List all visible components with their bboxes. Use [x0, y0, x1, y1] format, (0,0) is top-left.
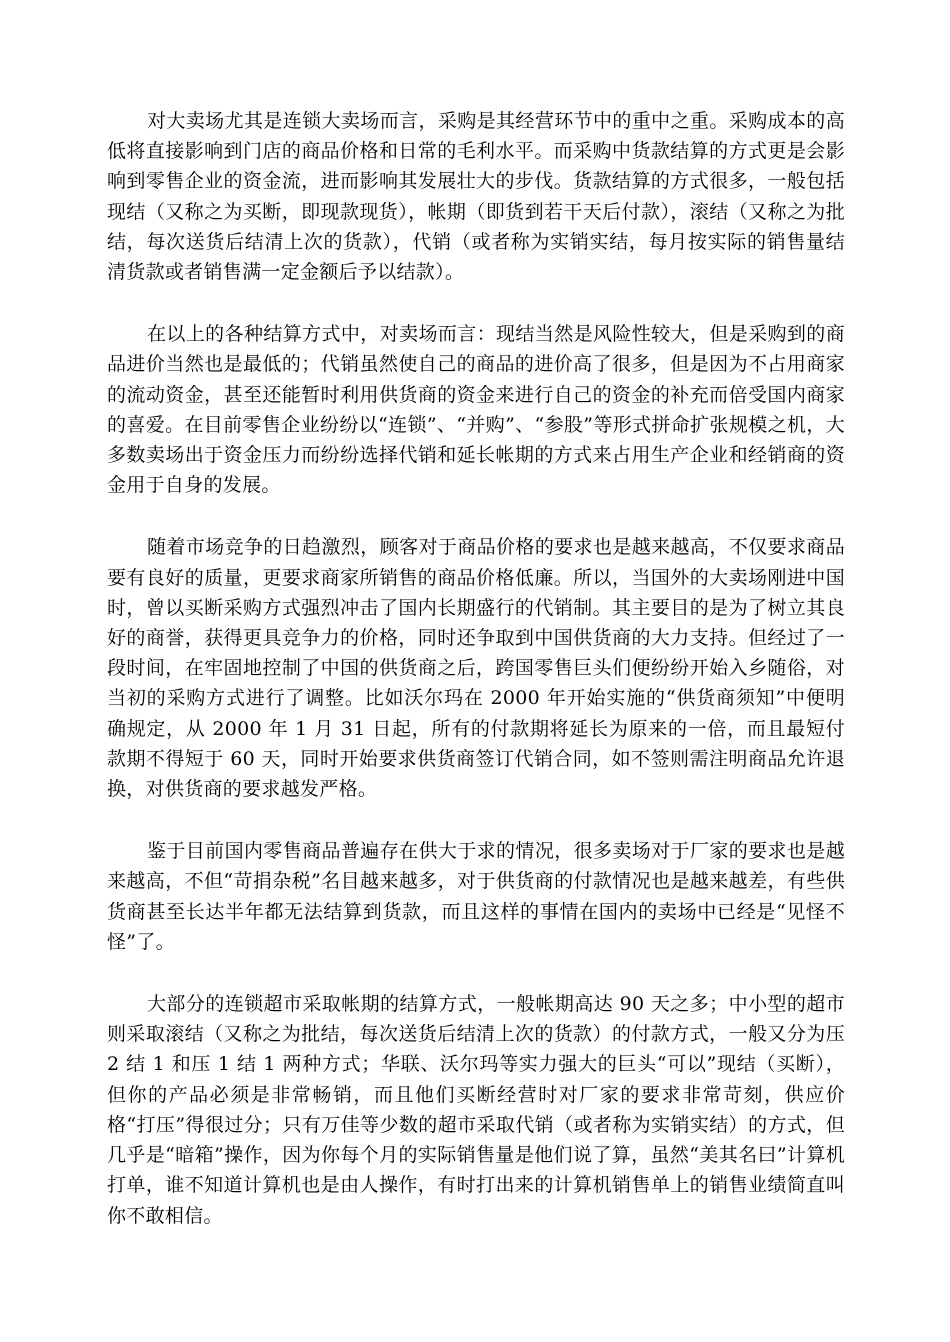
paragraph-1: 对大卖场尤其是连锁大卖场而言，采购是其经营环节中的重中之重。采购成本的高低将直接影响到门店的商品价格和日常的毛利水平。而采购中货款结算的方式更是会影响到零售企业的资金流，进而影响其发展壮大的步伐。货款结算的方式很多，一般包括现结（又称之为买断，即现款现货），帐期（即货到若干天后付款），滚结（又称之为批结，每次送货后结清上次的货款），代销（或者称为实销实结，每月按实际的销售量结清货款或者销售满一定金额后予以结款）。	[107, 110, 845, 284]
paragraph-2: 在以上的各种结算方式中，对卖场而言：现结当然是风险性较大，但是采购到的商品进价当然也是最低的；代销虽然使自己的商品的进价高了很多，但是因为不占用商家的流动资金，甚至还能暂时利用供货商的资金来进行自己的资金的补充而倍受国内商家的喜爱。在目前零售企业纷纷以“连锁”、“并购”、“参股”等形式拼命扩张规模之机，大多数卖场出于资金压力而纷纷选择代销和延长帐期的方式来占用生产企业和经销商的资金用于自身的发展。	[107, 323, 845, 497]
document-page	[107, 106, 845, 1263]
paragraph-3: 随着市场竞争的日趋激烈，顾客对于商品价格的要求也是越来越高，不仅要求商品要有良好的质量，更要求商家所销售的商品价格低廉。所以，当国外的大卖场刚进中国时，曾以买断采购方式强烈冲击了国内长期盛行的代销制。其主要目的是为了树立其良好的商誉，获得更具竞争力的价格，同时还争取到中国供货商的大力支持。但经过了一段时间，在牢固地控制了中国的供货商之后，跨国零售巨头们便纷纷开始入乡随俗，对当初的采购方式进行了调整。比如沃尔玛在 2000 年开始实施的“供货商须知”中便明确规定，从 2000 年 1 月 31 日起，所有的付款期将延长为原来的一倍，而且最短付款期不得短于 60 天，同时开始要求供货商签订代销合同，如不签则需注明商品允许退换，对供货商的要求越发严格。	[107, 536, 845, 801]
paragraph-5: 大部分的连锁超市采取帐期的结算方式，一般帐期高达 90 天之多；中小型的超市则采取滚结（又称之为批结，每次送货后结清上次的货款）的付款方式，一般又分为压 2 结 1 和压 1 结 1 两种方式；华联、沃尔玛等实力强大的巨头“可以”现结（买断），但你的产品必须是非常畅销，而且他们买断经营时对厂家的要求非常苛刻，供应价格“打压”得很过分；只有万佳等少数的超市采取代销（或者称为实销实结）的方式，但几乎是“暗箱”操作，因为你每个月的实际销售量是他们说了算，虽然“美其名曰”计算机打单，谁不知道计算机也是由人操作，有时打出来的计算机销售单上的销售业绩简直叫你不敢相信。	[107, 993, 845, 1227]
paragraph-4: 鉴于目前国内零售商品普遍存在供大于求的情况，很多卖场对于厂家的要求也是越来越高，不但“苛捐杂税”名目越来越多，对于供货商的付款情况也是越来越差，有些供货商甚至长达半年都无法结算到货款，而且这样的事情在国内的卖场中已经是“见怪不怪”了。	[107, 840, 845, 953]
